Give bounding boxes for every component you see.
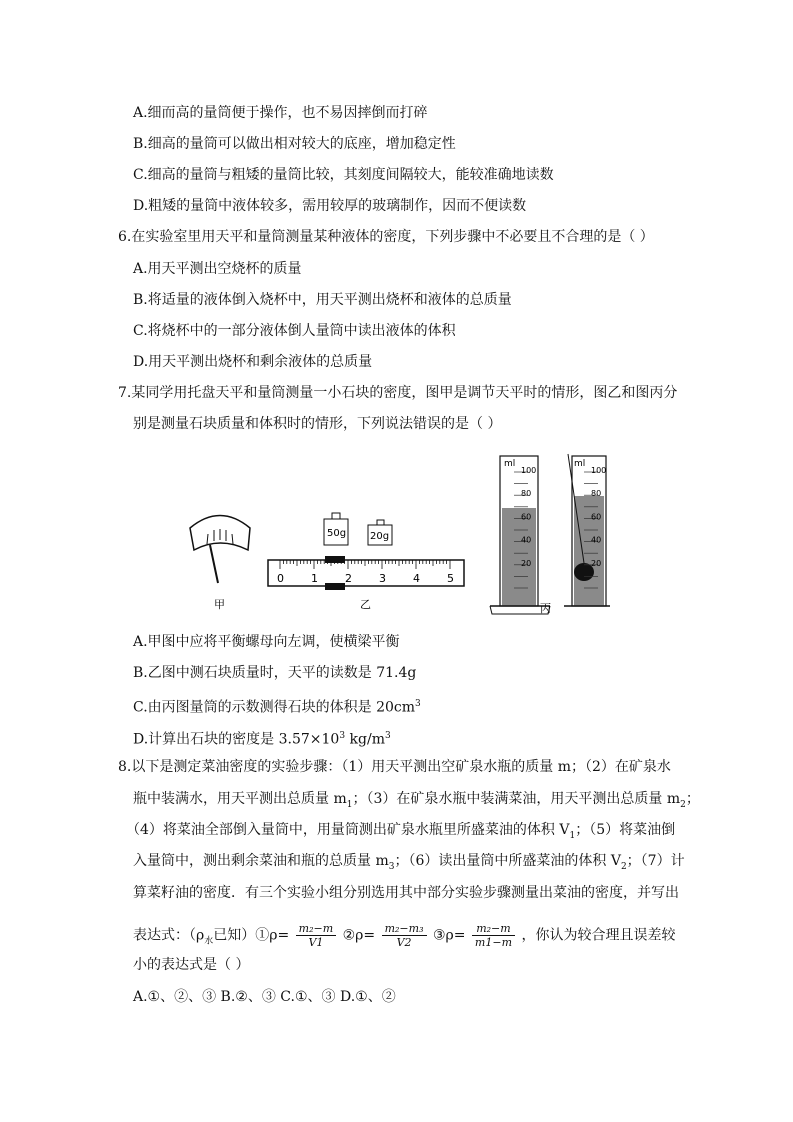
- cylinder-tick-label-right: 100: [591, 466, 607, 475]
- q5-option-b: B.细高的量筒可以做出相对较大的底座，增加稳定性: [133, 136, 456, 152]
- q8-choices: A.①、②、③ B.②、③ C.①、③ D.①、②: [133, 989, 396, 1005]
- q5-option-a: A.细而高的量筒便于操作，也不易因摔倒而打碎: [133, 105, 428, 121]
- cylinder-tick-label-right: 80: [591, 489, 602, 499]
- q6-option-d: D.用天平测出烧杯和剩余液体的总质量: [133, 354, 373, 370]
- formula-3: $\frac{\text{m₂−m}}{m1-m}$: [472, 922, 515, 949]
- q8-line7: 小的表达式是（ ）: [133, 957, 250, 973]
- dial-pointer: [210, 545, 218, 583]
- q8-line5: 算菜籽油的密度．有三个实验小组分别选用其中部分实验步骤测量出菜油的密度，并写出: [133, 885, 679, 901]
- q7-figure-svg: [180, 448, 610, 618]
- weight1-label: 50g: [327, 528, 347, 539]
- cylinder-tick-label-right: 20: [591, 558, 602, 568]
- ruler-tick-label: 4: [413, 572, 420, 585]
- formula-1: $\frac{\text{m₂−m}}{V1}$: [296, 922, 337, 949]
- q6-option-a: A.用天平测出空烧杯的质量: [133, 261, 302, 277]
- q7-stem-line2: 别是测量石块质量和体积时的情形，下列说法错误的是（ ）: [133, 416, 502, 432]
- q6-stem: 6.在实验室里用天平和量筒测量某种液体的密度，下列步骤中不必要且不合理的是（ ）: [118, 229, 654, 245]
- ruler-tick-label: 3: [379, 572, 386, 585]
- cylinder-tick-label-left: 100: [521, 466, 537, 475]
- label-yi: 乙: [360, 598, 371, 611]
- balance-dial: [190, 516, 250, 584]
- q7-option-c: C.由丙图量筒的示数测得石块的体积是 $20cm^3$: [133, 699, 421, 716]
- q7-option-a: A.甲图中应将平衡螺母向左调，使横梁平衡: [133, 634, 400, 650]
- cylinder-tick-label-left: 60: [521, 512, 532, 522]
- cylinder-tick-label-right: 60: [591, 512, 602, 522]
- ruler-tick-label: 0: [277, 572, 284, 585]
- cylinder-tick-label-right: 40: [591, 535, 602, 545]
- ruler-tick-label: 5: [447, 572, 454, 585]
- weight2-label: 20g: [370, 531, 390, 542]
- cyl-left-unit: ml: [504, 459, 516, 469]
- label-bing: 丙: [540, 602, 551, 615]
- q5-option-d: D.粗矮的量筒中液体较多，需用较厚的玻璃制作，因而不便读数: [133, 198, 527, 214]
- q8-line4: 入量筒中，测出剩余菜油和瓶的总质量 $m_3$；（6）读出量筒中所盛菜油的体积 $V_2$；（7）计: [133, 853, 685, 872]
- cylinder-tick-label-left: 20: [521, 558, 532, 568]
- q7-stem-line1: 7.某同学用托盘天平和量筒测量一小石块的密度，图甲是调节天平时的情形，图乙和图丙分: [118, 385, 678, 401]
- q6-option-c: C.将烧杯中的一部分液体倒人量筒中读出液体的体积: [133, 323, 456, 339]
- cyl-right-unit: ml: [574, 459, 586, 469]
- q8-line2: 瓶中装满水，用天平测出总质量 $m_1$；（3）在矿泉水瓶中装满菜油，用天平测出总质量 $m_2$；: [133, 791, 700, 810]
- label-jia: 甲: [214, 598, 225, 611]
- q7-option-d: D.计算出石块的密度是 $3.57\times 10^3$ $kg/m^3$: [133, 731, 391, 748]
- formula-2: $\frac{\text{m₂−m₃}}{V2}$: [382, 922, 427, 949]
- beam-ruler: [268, 556, 464, 590]
- q6-option-b: B.将适量的液体倒入烧杯中，用天平测出烧杯和液体的总质量: [133, 292, 512, 308]
- cylinder-tick-label-left: 80: [521, 489, 532, 499]
- q8-line1: 8.以下是测定菜油密度的实验步骤：（1）用天平测出空矿泉水瓶的质量 m；（2）在矿泉水: [118, 759, 671, 775]
- q8-line6: 表达式：（$\rho_水$已知）①ρ= $\frac{\text{m₂−m}}{V1}$ ②ρ= $\frac{\text{m₂−m₃}}{V2}$ ③ρ= $\frac{\text{m₂−m}}{m1-m}$ ，你认为较合理且误差较: [133, 922, 676, 949]
- q8-line3: （4）将菜油全部倒入量筒中，用量筒测出矿泉水瓶里所盛菜油的体积 $V_1$；（5）将菜油倒: [126, 822, 676, 841]
- ruler-tick-label: 1: [311, 572, 318, 585]
- q7-option-b: B.乙图中测石块质量时，天平的读数是 71.4g: [133, 665, 417, 681]
- ruler-tick-label: 2: [345, 572, 352, 585]
- cylinder-left: [490, 456, 550, 614]
- q5-option-c: C.细高的量筒与粗矮的量筒比较，其刻度间隔较大，能较准确地读数: [133, 167, 554, 183]
- q7-figure: [180, 448, 610, 618]
- cylinder-tick-label-left: 40: [521, 535, 532, 545]
